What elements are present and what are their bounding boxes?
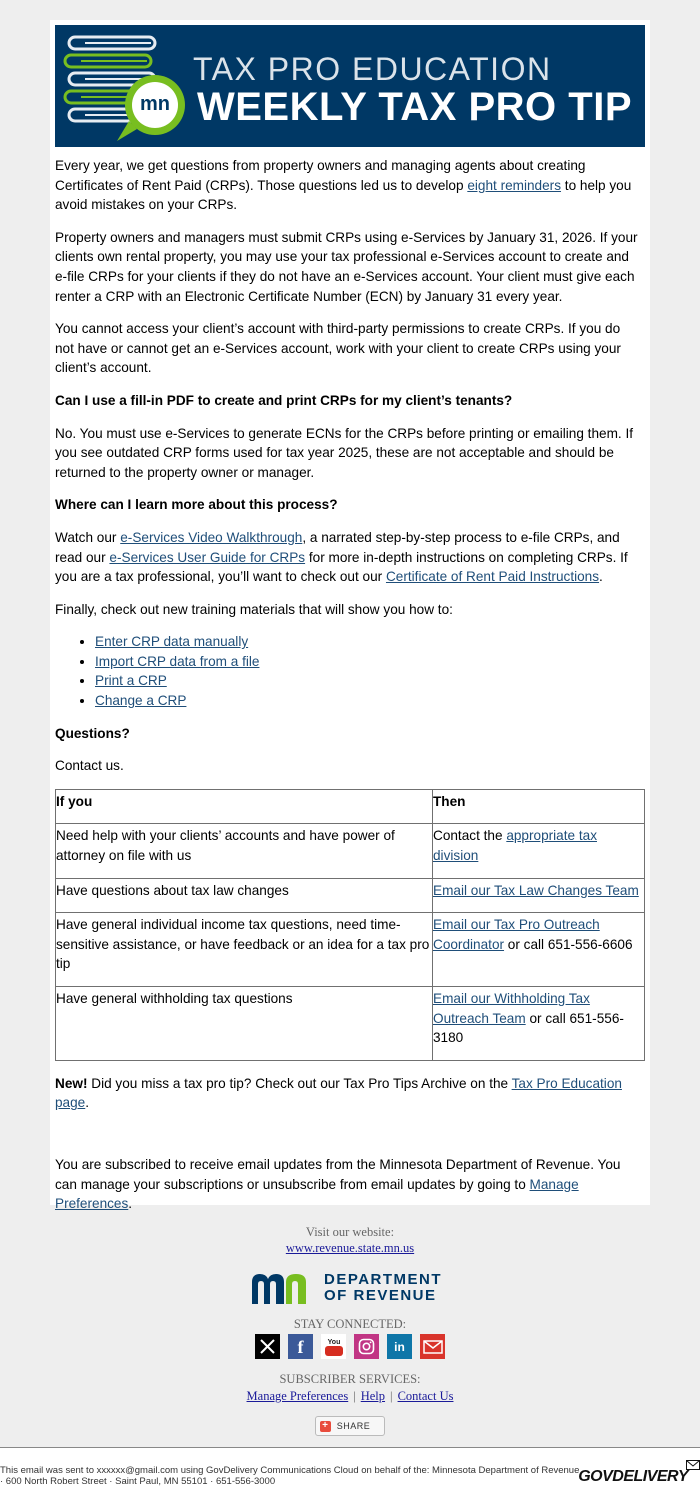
- linkedin-icon[interactable]: in: [387, 1334, 412, 1359]
- faq1-question: Can I use a fill-in PDF to create and print CRPs for my client’s tenants?: [55, 392, 513, 408]
- faq2-question: Where can I learn more about this process?: [55, 497, 338, 513]
- row-then-cell: Email our Withholding Tax Outreach Team or call 651-556-3180: [433, 987, 645, 1061]
- tax-pro-education-link[interactable]: Tax Pro Education page: [55, 1075, 622, 1111]
- row-then-cell: Contact the appropriate tax division: [433, 824, 645, 878]
- intro-paragraph-2: Property owners and managers must submit CRPs using e-Services by January 31, 2026. If your clients own rental property, you may use your tax professional e-Services account to create and e-file CRPs for your clients if they do not have an e-Services account. Your client must give each renter a CRP with an Electronic Certificate Number (ECN) by January 31 every year.: [55, 229, 638, 304]
- header-if-you: If you: [56, 789, 433, 824]
- website-link[interactable]: www.revenue.state.mn.us: [285, 1241, 415, 1255]
- table-row: [56, 987, 645, 1061]
- footer-help-link[interactable]: Help: [360, 1389, 386, 1403]
- footer-manage-preferences-link[interactable]: Manage Preferences: [246, 1389, 349, 1403]
- mn-logo-icon: [250, 1272, 316, 1306]
- import-crp-link[interactable]: Import CRP data from a file: [95, 653, 260, 669]
- share-button[interactable]: [315, 1416, 386, 1436]
- subscription-notice: You are subscribed to receive email updates from the Minnesota Department of Revenue. You can manage your subscriptions or unsubscribe from email updates by going to Manage Preferences.: [55, 1156, 621, 1212]
- email-icon[interactable]: [420, 1334, 445, 1359]
- enter-crp-link[interactable]: Enter CRP data manually: [95, 634, 249, 650]
- footer-contact-us-link[interactable]: Contact Us: [397, 1389, 454, 1403]
- tax-pro-tip-banner: [55, 25, 645, 147]
- table-row: [56, 824, 645, 878]
- crp-instructions-link[interactable]: Certificate of Rent Paid Instructions: [385, 569, 600, 585]
- intro-paragraph-3: You cannot access your client’s account with third-party permissions to create CRPs. If you do not have or cannot get an e-Services account, work with your client to create CRPs using your client’s account.: [55, 321, 621, 376]
- new-note: New! Did you miss a tax pro tip? Check out our Tax Pro Tips Archive on the Tax Pro Education page.: [55, 1075, 622, 1111]
- plus-icon: +: [320, 1421, 331, 1432]
- row-if-cell: Have general individual income tax questions, need time-sensitive assistance, or have feedback or an idea for a tax pro tip: [56, 913, 433, 987]
- email-card: [50, 20, 650, 1212]
- row-if-cell: Need help with your clients’ accounts and have power of attorney on file with us: [56, 824, 433, 878]
- faq2-answer: Watch our e-Services Video Walkthrough, a narrated step-by-step process to e-file CRPs, and read our e-Services User Guide for CRPs for more in-depth instructions on completing CRPs. If you are a tax professional, you’ll want to check out our Certificate of Rent Paid Instructions.: [55, 529, 628, 585]
- list-item: [95, 671, 639, 691]
- footer: [0, 1224, 700, 1436]
- training-list: [55, 632, 639, 710]
- subscriber-links: Manage Preferences | Help | Contact Us: [246, 1389, 454, 1403]
- intro-paragraph-1: Every year, we get questions from property owners and managing agents about creating Certificates of Rent Paid (CRPs). Those questions led us to develop eight reminders to help you avoid mistakes on your CRPs.: [55, 158, 632, 213]
- table-header-row: [56, 789, 645, 824]
- change-crp-link[interactable]: Change a CRP: [95, 693, 187, 709]
- stay-connected-label: STAY CONNECTED:: [293, 1317, 407, 1331]
- envelope-icon: [686, 1460, 700, 1470]
- department-of-revenue-logo: [250, 1270, 450, 1310]
- questions-heading: Questions?: [55, 725, 130, 741]
- sent-to-notice: This email was sent to xxxxxx@gmail.com using GovDelivery Communications Cloud on behalf of the: Minnesota Department of Revenue · 600 North Robert Street · Saint Paul, MN 55101 · 651-556-3000: [0, 1465, 580, 1487]
- table-row: [56, 878, 645, 913]
- govdelivery-bar: [0, 1447, 700, 1492]
- user-guide-link[interactable]: e-Services User Guide for CRPs: [109, 549, 306, 565]
- contact-us-text: Contact us.: [55, 758, 124, 774]
- banner-title-line1: TAX PRO EDUCATION: [193, 51, 552, 87]
- facebook-icon[interactable]: f: [288, 1334, 313, 1359]
- visit-website-label: Visit our website:: [305, 1225, 395, 1239]
- social-icons: [0, 1334, 700, 1359]
- tax-division-link[interactable]: appropriate tax division: [433, 828, 597, 864]
- youtube-icon[interactable]: [321, 1334, 346, 1359]
- video-walkthrough-link[interactable]: e-Services Video Walkthrough: [120, 529, 303, 545]
- subscriber-services-label: SUBSCRIBER SERVICES:: [279, 1372, 421, 1386]
- dept-line2: OF REVENUE: [324, 1287, 437, 1304]
- mn-logo-text: mn: [140, 93, 170, 115]
- manage-preferences-link[interactable]: Manage Preferences: [55, 1176, 579, 1212]
- training-intro: Finally, check out new training materials that will show you how to:: [55, 601, 453, 617]
- govdelivery-logo: GOVDELIVERY: [578, 1468, 688, 1485]
- row-if-cell: Have questions about tax law changes: [56, 878, 433, 913]
- x-icon[interactable]: [255, 1334, 280, 1359]
- table-row: [56, 913, 645, 987]
- list-item: [95, 691, 639, 711]
- svg-text:You: You: [327, 1338, 340, 1346]
- row-if-cell: Have general withholding tax questions: [56, 987, 433, 1061]
- faq1-answer: No. You must use e-Services to generate ECNs for the CRPs before printing or emailing them. If you see outdated CRP forms used for tax year 2025, these are not acceptable and should be returned to the property owner or manager.: [55, 425, 634, 480]
- instagram-icon[interactable]: [354, 1334, 379, 1359]
- list-item: [95, 652, 639, 672]
- header-then: Then: [433, 789, 645, 824]
- dept-line1: DEPARTMENT: [324, 1271, 443, 1288]
- withholding-team-link[interactable]: Email our Withholding Tax Outreach Team: [433, 991, 590, 1026]
- banner-title-line2: WEEKLY TAX PRO TIP: [197, 85, 632, 129]
- outreach-coordinator-link[interactable]: Email our Tax Pro Outreach Coordinator: [433, 917, 600, 952]
- tax-law-team-link[interactable]: Email our Tax Law Changes Team: [433, 882, 639, 898]
- row-then-cell: [433, 878, 645, 913]
- share-label: SHARE: [336, 1421, 371, 1431]
- row-then-cell: Email our Tax Pro Outreach Coordinator or call 651-556-6606: [433, 913, 645, 987]
- eight-reminders-link[interactable]: eight reminders: [467, 177, 562, 193]
- contact-table: [55, 789, 645, 1061]
- print-crp-link[interactable]: Print a CRP: [95, 673, 167, 689]
- list-item: [95, 632, 639, 652]
- email-body: [55, 156, 639, 1227]
